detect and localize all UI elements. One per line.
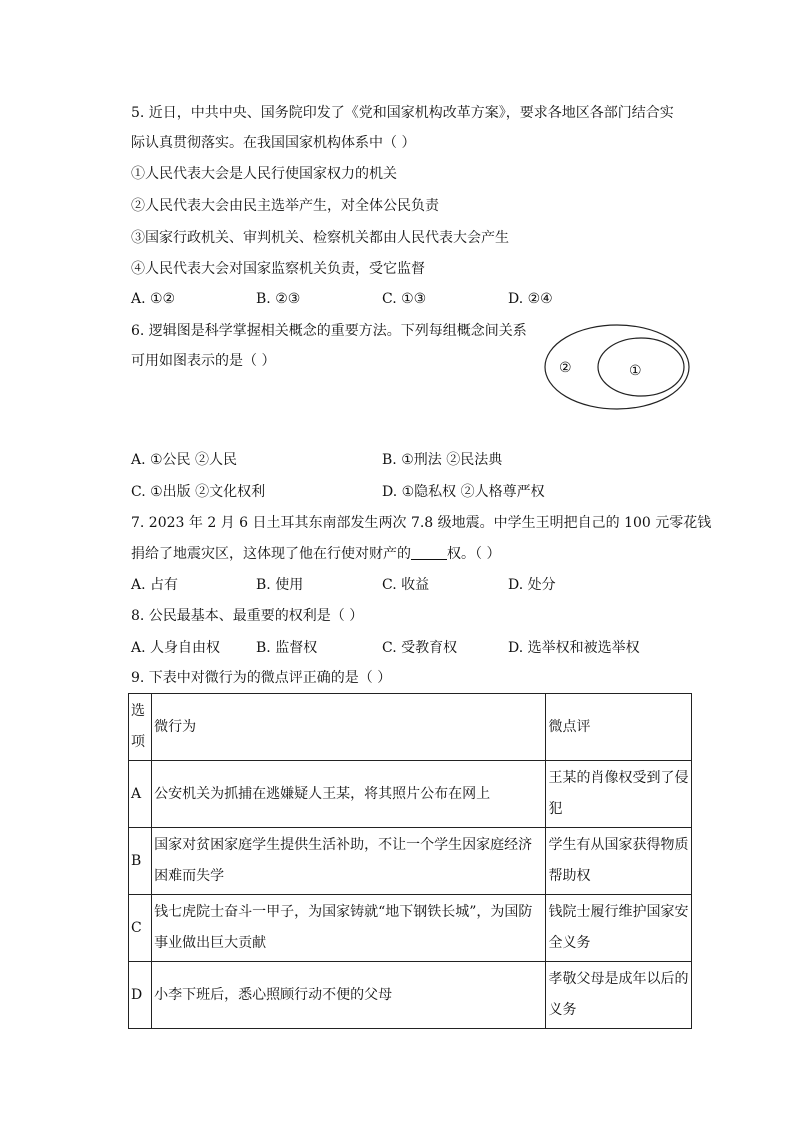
table-row [129,895,692,962]
row-behavior: 国家对贫困家庭学生提供生活补助，不让一个学生因家庭经济困难而失学 [152,828,546,895]
q7-stem-line1: 7. 2023 年 2 月 6 日土耳其东南部发生两次 7.8 级地震。中学生王明把自己的 100 元零花钱 [131,515,712,531]
q8-option-a[interactable]: A. 人身自由权 [131,640,221,656]
header-comment: 微点评 [546,694,692,761]
q6-options-row1 [131,450,731,470]
q8-option-d[interactable]: D. 选举权和被选举权 [508,640,640,656]
q7-stem-line2-before-blank: 捐给了地震灾区，这体现了他在行使对财产的 [131,546,411,562]
q5-statement-1: ①人民代表大会是人民行使国家权力的机关 [131,166,397,182]
q6-option-a[interactable]: A. ①公民 ②人民 [131,452,238,468]
table-header-row [129,694,692,761]
q5-statement-4: ④人民代表大会对国家监察机关负责，受它监督 [131,261,425,277]
q5-option-c[interactable]: C. ①③ [382,291,427,307]
q5-option-b[interactable]: B. ②③ [256,291,301,307]
q7-option-b[interactable]: B. 使用 [256,577,304,593]
header-option: 选项 [129,694,152,761]
row-comment: 钱院士履行维护国家安全义务 [546,895,692,962]
q5-statement-2: ②人民代表大会由民主选举产生，对全体公民负责 [131,198,439,214]
q7-stem-line2-after-blank: 权。（ ） [447,546,501,562]
table-row [129,761,692,828]
q5-statement-3: ③国家行政机关、审判机关、检察机关都由人民代表大会产生 [131,230,509,246]
q9-table [128,693,692,1029]
row-behavior: 小李下班后，悉心照顾行动不便的父母 [152,962,546,1029]
table-row [129,962,692,1029]
row-comment: 孝敬父母是成年以后的义务 [546,962,692,1029]
q6-stem-line1: 6. 逻辑图是科学掌握相关概念的重要方法。下列每组概念间关系 [131,323,527,339]
q6-options-row2 [131,482,731,502]
answer-blank [411,545,447,560]
q7-option-d[interactable]: D. 处分 [508,577,556,593]
q6-option-c[interactable]: C. ①出版 ②文化权利 [131,484,266,500]
q5-stem-line2: 际认真贯彻落实。在我国国家机构体系中（ ） [131,135,416,151]
q6-stem-line2: 可用如图表示的是（ ） [131,353,276,369]
q5-option-d[interactable]: D. ②④ [508,291,553,307]
row-option: D [129,962,152,1029]
venn-diagram [543,323,691,411]
q6-option-d[interactable]: D. ①隐私权 ②人格尊严权 [382,484,545,500]
q5-options [131,289,731,309]
row-option: B [129,828,152,895]
q5-option-a[interactable]: A. ①② [131,291,176,307]
row-comment: 学生有从国家获得物质帮助权 [546,828,692,895]
q8-option-b[interactable]: B. 监督权 [256,640,318,656]
q8-options [131,638,731,658]
q8-option-c[interactable]: C. 受教育权 [382,640,458,656]
row-option: C [129,895,152,962]
row-behavior: 公安机关为抓捕在逃嫌疑人王某，将其照片公布在网上 [152,761,546,828]
q7-stem-line2 [131,544,500,564]
q7-options [131,575,731,595]
row-behavior: 钱七虎院士奋斗一甲子，为国家铸就“地下钢铁长城”，为国防事业做出巨大贡献 [152,895,546,962]
q8-stem: 8. 公民最基本、最重要的权利是（ ） [131,608,364,624]
q9-stem: 9. 下表中对微行为的微点评正确的是（ ） [131,670,392,686]
q5-stem-line1: 5. 近日，中共中央、国务院印发了《党和国家机构改革方案》，要求各地区各部门结合实 [131,105,674,121]
row-option: A [129,761,152,828]
inner-label: ① [629,363,642,379]
q7-option-a[interactable]: A. 占有 [131,577,179,593]
row-comment: 王某的肖像权受到了侵犯 [546,761,692,828]
q7-option-c[interactable]: C. 收益 [382,577,430,593]
table-row [129,828,692,895]
q6-option-b[interactable]: B. ①刑法 ②民法典 [382,452,503,468]
outer-label: ② [559,360,572,376]
header-behavior: 微行为 [152,694,546,761]
